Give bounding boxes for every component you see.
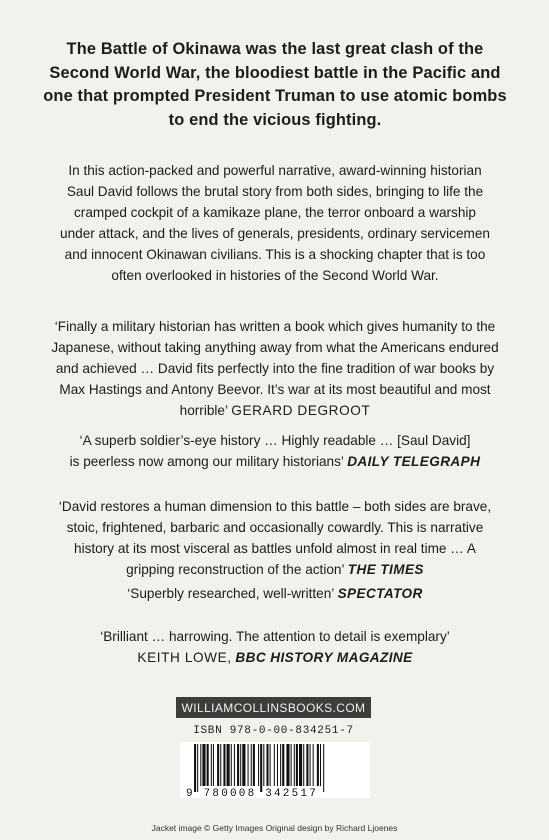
- quote-line: Japanese, without taking anything away from what the Americans endured: [51, 340, 499, 355]
- barcode-icon: [180, 742, 370, 798]
- barcode-bar: [266, 744, 268, 786]
- review-quote-times: [26, 496, 524, 580]
- isbn-label: ISBN 978-0-00-834251-7: [193, 725, 354, 737]
- synopsis-line: often overlooked in histories of the Second World War.: [111, 268, 439, 283]
- quote-line: history at its most visceral as battles unfold almost in real time … A: [74, 541, 476, 556]
- lead-line: to end the vicious fighting.: [168, 110, 382, 129]
- barcode-bar: [258, 744, 259, 786]
- barcode-bar: [194, 744, 196, 792]
- quote-source: DAILY TELEGRAPH: [347, 454, 481, 469]
- quote-line: ‘A superb soldier’s-eye history … Highly readable … [Saul David]: [79, 433, 471, 448]
- quote-line: Max Hastings and Antony Beevor. It’s war at its most beautiful and most: [59, 382, 491, 397]
- barcode-bar: [213, 744, 214, 786]
- review-quote-bbc: [26, 626, 524, 668]
- barcode-bar: [253, 744, 255, 786]
- barcode-bar: [197, 744, 198, 792]
- barcode-bar: [313, 744, 314, 786]
- lead-line: The Battle of Okinawa was the last great clash of the: [66, 40, 484, 58]
- quote-text: is peerless now among our military historians’: [69, 454, 344, 469]
- barcode-bar: [260, 744, 262, 792]
- barcode-bar: [317, 744, 319, 786]
- quote-source: GERARD DEGROOT: [231, 403, 371, 418]
- lead-line: Second World War, the bloodiest battle in the Pacific and: [49, 63, 501, 82]
- barcode-digits: 9 780008 342517: [186, 788, 319, 798]
- publisher-website-banner: WILLIAMCOLLINSBOOKS.COM: [176, 697, 371, 718]
- quote-text: ‘Superbly researched, well-written’: [127, 586, 334, 601]
- barcode-bar: [248, 744, 249, 786]
- quote-text: horrible’: [179, 403, 228, 418]
- barcode-bar: [234, 744, 235, 786]
- barcode-bar: [240, 744, 241, 786]
- barcode-bar: [310, 744, 311, 786]
- quote-line: [26, 647, 524, 668]
- quote-line: ‘David restores a human dimension to this battle – both sides are brave,: [58, 499, 492, 514]
- jacket-credit: Jacket image © Getty Images Original design by Richard Ljoenes: [151, 823, 398, 833]
- barcode-bar: [294, 744, 295, 786]
- barcode-bar: [227, 744, 230, 786]
- quote-line: [26, 583, 524, 604]
- barcode-bar: [282, 744, 284, 786]
- barcode-bar: [202, 744, 205, 786]
- review-quote-spectator: [26, 583, 524, 604]
- barcode-bar: [274, 744, 275, 786]
- barcode-bar: [237, 744, 239, 786]
- barcode-bar: [291, 744, 292, 786]
- quote-line: stoic, frightened, barbaric and occasionally cowardly. This is narrative: [66, 520, 484, 535]
- lead-paragraph: [30, 38, 520, 132]
- synopsis-line: under attack, and the lives of generals, presidents, ordinary servicemen: [60, 226, 490, 241]
- barcode-bar: [270, 744, 271, 786]
- barcode-bar: [263, 744, 264, 786]
- quote-author: KEITH LOWE,: [137, 650, 232, 665]
- quote-line: ‘Finally a military historian has written a book which gives humanity to the: [54, 319, 496, 334]
- barcode-bar: [299, 744, 302, 786]
- quote-text: gripping reconstruction of the action’: [126, 562, 344, 577]
- synopsis-line: Saul David follows the brutal story from both sides, bringing to life the: [66, 184, 484, 199]
- quote-source: SPECTATOR: [337, 586, 423, 601]
- quote-line: [26, 559, 524, 580]
- review-quote-telegraph: [26, 430, 524, 472]
- quote-line: [26, 451, 524, 472]
- quote-line: and achieved … David fits perfectly into the fine tradition of war books by: [55, 361, 495, 376]
- barcode-bar: [223, 744, 225, 786]
- synopsis-line: and innocent Okinawan civilians. This is a shocking chapter that is too: [64, 247, 486, 262]
- barcode-bar: [200, 744, 201, 786]
- barcode-bar: [323, 744, 324, 792]
- lead-line: one that prompted President Truman to use atomic bombs: [43, 87, 507, 105]
- quote-line: ‘Brilliant … harrowing. The attention to detail is exemplary’: [100, 629, 450, 644]
- barcode-bar: [242, 744, 245, 786]
- synopsis-paragraph: [26, 160, 524, 286]
- quote-line: [26, 400, 524, 421]
- quote-source: THE TIMES: [347, 562, 424, 577]
- barcode-bar: [211, 744, 212, 786]
- barcode-bar: [296, 744, 298, 786]
- barcode-bar: [207, 744, 209, 786]
- barcode-bar: [217, 744, 219, 786]
- synopsis-line: cramped cockpit of a kamikaze plane, the terror onboard a warship: [74, 205, 476, 220]
- barcode-bar: [320, 744, 321, 786]
- barcode-bar: [251, 744, 252, 786]
- barcode-bar: [306, 744, 308, 786]
- barcode-bar: [303, 744, 304, 786]
- barcode-bar: [231, 744, 232, 786]
- barcode-bar: [220, 744, 221, 786]
- barcode-bar: [280, 744, 281, 786]
- quote-source: BBC HISTORY MAGAZINE: [235, 650, 413, 665]
- barcode-bar: [277, 744, 278, 786]
- review-quote-degroot: [26, 316, 524, 421]
- barcode-bar: [286, 744, 289, 786]
- synopsis-line: In this action-packed and powerful narrative, award-winning historian: [68, 163, 482, 178]
